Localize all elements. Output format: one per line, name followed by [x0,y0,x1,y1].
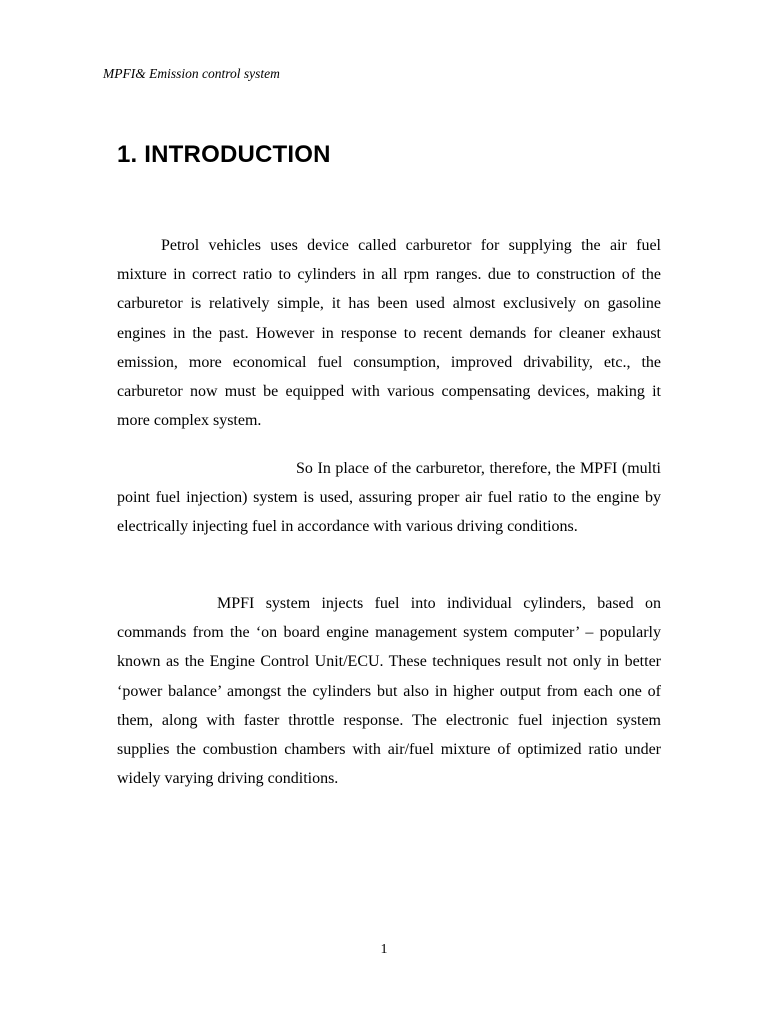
paragraph-mpfi-replacement: So In place of the carburetor, therefore, the MPFI (multi point fuel injection) system is used, assuring proper air fuel ratio to the engine by electrically injecting fuel in accordance with various driving conditions. [117,460,661,536]
paragraph-mpfi-operation: MPFI system injects fuel into individual cylinders, based on commands from the ‘on board engine management system computer’ – popularly known as the Engine Control Unit/ECU. These techniques result not only in better ‘power balance’ amongst the cylinders but also in higher output from each one of them, along with faster throttle response. The electronic fuel injection system supplies the combustion chambers with air/fuel mixture of optimized ratio under widely varying driving conditions. [117,595,661,788]
page-number: 1 [380,942,388,957]
paragraph-carburetor: Petrol vehicles uses device called carburetor for supplying the air fuel mixture in correct ratio to cylinders in all rpm ranges. due to construction of the carburetor is relatively simple, it has been used almost exclusively on gasoline engines in the past. However in response to recent demands for cleaner exhaust emission, more economical fuel consumption, improved drivability, etc., the carburetor now must be equipped with various compensating devices, making it more complex system. [117,237,661,430]
chapter-heading: 1. INTRODUCTION [117,141,331,168]
running-header: MPFI& Emission control system [103,66,280,81]
